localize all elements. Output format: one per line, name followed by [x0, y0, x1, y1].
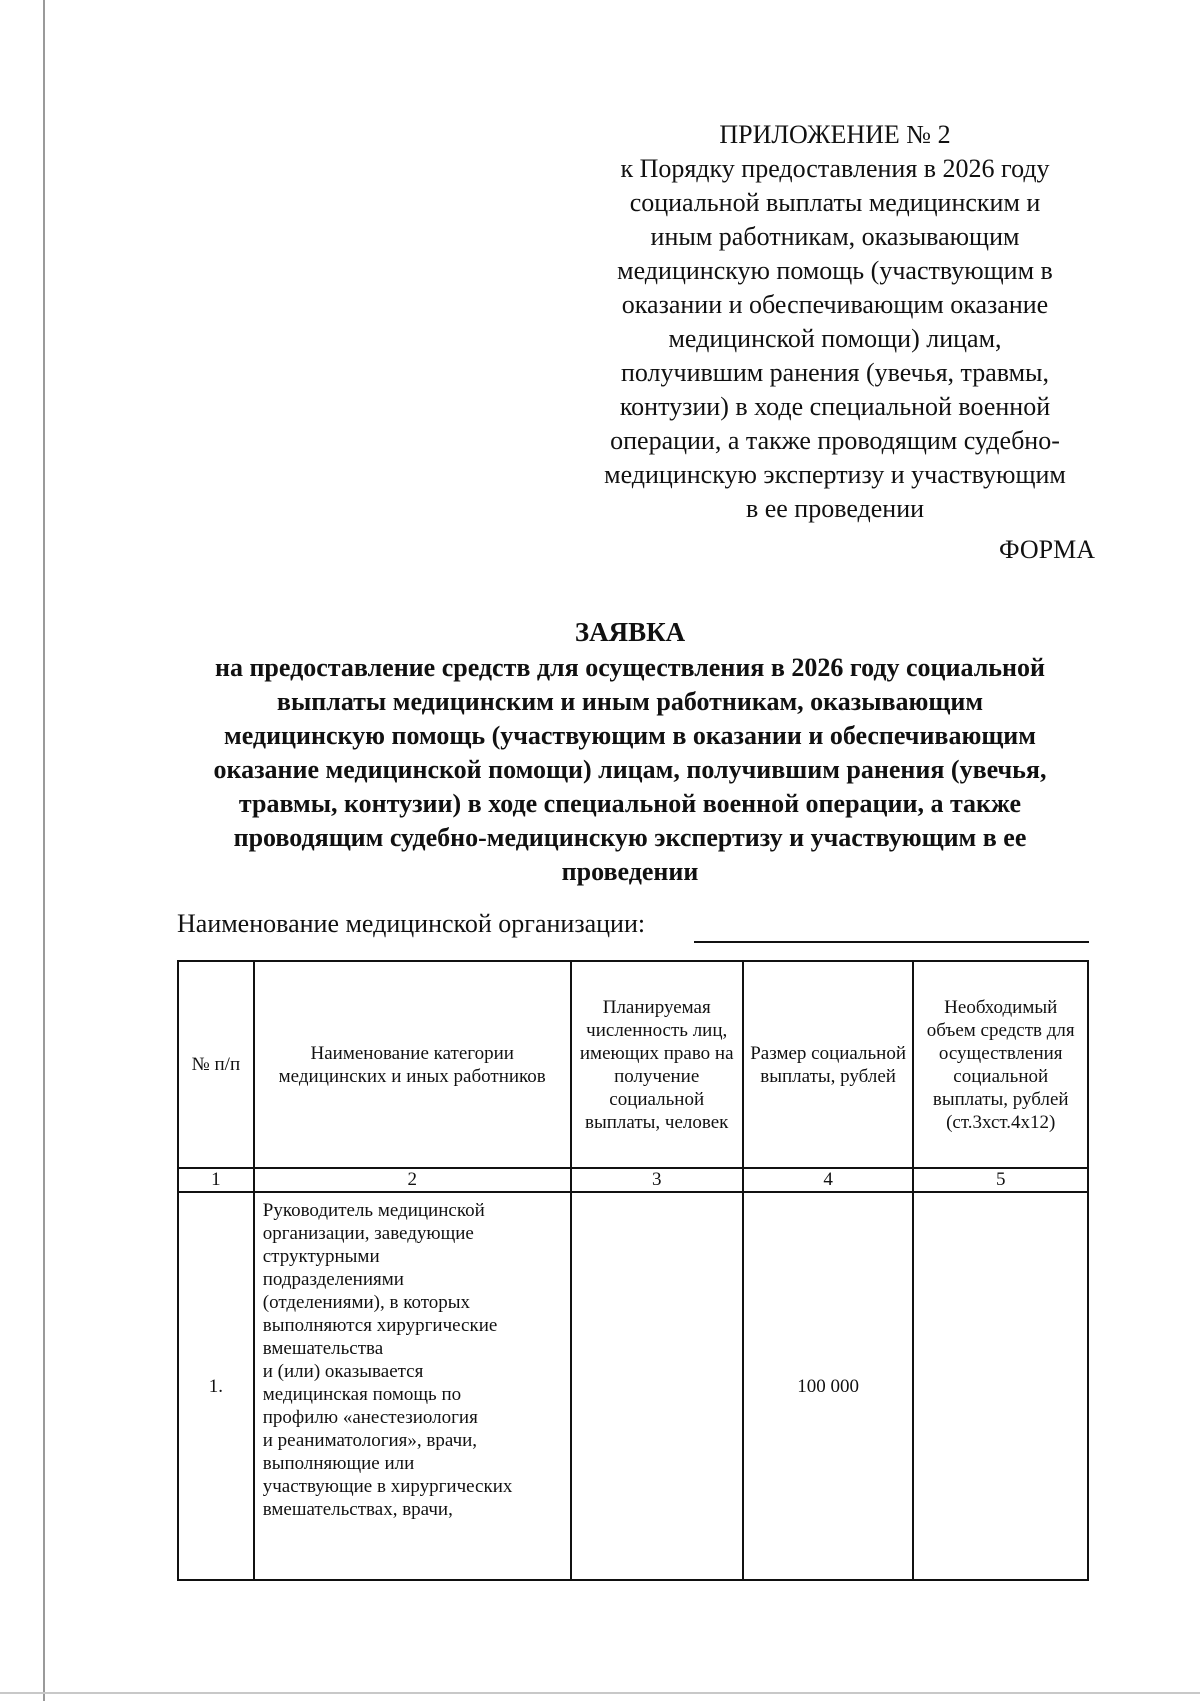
org-name-label: Наименование медицинской организации:	[177, 909, 646, 938]
column-number-cell: 3	[571, 1168, 743, 1192]
category-line: подразделениями	[262, 1269, 404, 1290]
appendix-line: оказании и обеспечивающим оказание	[621, 290, 1049, 319]
table-row	[178, 1192, 1088, 1580]
header-cell-payment-size: Размер социальной выплаты, рублей	[743, 961, 914, 1168]
appendix-line: получившим ранения (увечья, травмы,	[620, 358, 1050, 387]
subtitle-line: проведении	[561, 857, 699, 886]
row-required-amount-cell[interactable]	[913, 1192, 1088, 1580]
scan-edge-left	[43, 0, 45, 1701]
category-line: структурными	[262, 1246, 380, 1267]
category-line: выполняются хирургические	[262, 1315, 498, 1336]
appendix-line: социальной выплаты медицинским и	[629, 188, 1041, 217]
subtitle-line: выплаты медицинским и иным работникам, оказывающим	[276, 687, 984, 716]
column-number-cell: 1	[178, 1168, 254, 1192]
appendix-line: к Порядку предоставления в 2026 году	[620, 154, 1050, 183]
header-cell-category: Наименование категории медицинских и иных работников	[254, 961, 571, 1168]
subtitle-line: медицинскую помощь (участвующим в оказании и обеспечивающим	[224, 721, 1036, 750]
category-line: (отделениями), в которых	[262, 1292, 471, 1313]
appendix-line: медицинской помощи) лицам,	[668, 324, 1002, 353]
column-number-cell: 4	[743, 1168, 914, 1192]
column-number-cell: 5	[913, 1168, 1088, 1192]
appendix-line: медицинскую помощь (участвующим в	[617, 256, 1053, 285]
category-line: Руководитель медицинской	[262, 1200, 485, 1221]
table-header-row	[178, 961, 1088, 1168]
category-line: организации, заведующие	[262, 1223, 474, 1244]
category-line: участвующие в хирургических	[262, 1476, 513, 1497]
appendix-line: операции, а также проводящим судебно-	[610, 426, 1060, 455]
form-label: ФОРМА	[999, 535, 1095, 564]
row-category-cell	[254, 1192, 571, 1580]
subtitle-line: проводящим судебно-медицинскую экспертизу и участвующим в ее	[233, 823, 1027, 852]
row-payment-size-cell: 100 000	[743, 1192, 914, 1580]
appendix-block	[565, 118, 1105, 526]
appendix-title: ПРИЛОЖЕНИЕ № 2	[719, 120, 951, 149]
appendix-line: в ее проведении	[745, 494, 925, 523]
appendix-line: медицинскую экспертизу и участвующим	[604, 460, 1066, 489]
document-title: ЗАЯВКА	[574, 617, 686, 647]
category-line: и реаниматология», врачи,	[262, 1430, 478, 1451]
category-line: профилю «анестезиология	[262, 1407, 478, 1428]
category-line: и (или) оказывается	[262, 1361, 424, 1382]
appendix-line: контузии) в ходе специальной военной	[619, 392, 1051, 421]
scan-edge-bottom	[0, 1692, 1200, 1694]
column-number-row	[178, 1168, 1088, 1192]
header-cell-required-amount: Необходимый объем средств для осуществления социальной выплаты, рублей (ст.3хст.4х12)	[913, 961, 1088, 1168]
category-line: вмешательства	[262, 1338, 384, 1359]
subtitle-line: на предоставление средств для осуществления в 2026 году социальной	[214, 653, 1046, 682]
header-cell-planned-count: Планируемая численность лиц, имеющих право на получение социальной выплаты, человек	[571, 961, 743, 1168]
appendix-line: иным работникам, оказывающим	[650, 222, 1020, 251]
org-name-field[interactable]	[694, 941, 1089, 943]
category-line: выполняющие или	[262, 1453, 415, 1474]
row-planned-count-cell[interactable]	[571, 1192, 743, 1580]
category-line: медицинская помощь по	[262, 1384, 462, 1405]
document-subtitle	[150, 651, 1110, 889]
category-line: вмешательствах, врачи,	[262, 1499, 453, 1520]
header-cell-number: № п/п	[178, 961, 254, 1168]
application-table	[177, 960, 1089, 1581]
row-number-cell: 1.	[178, 1192, 254, 1580]
column-number-cell: 2	[254, 1168, 571, 1192]
subtitle-line: травмы, контузии) в ходе специальной военной операции, а также	[238, 789, 1022, 818]
subtitle-line: оказание медицинской помощи) лицам, получившим ранения (увечья,	[213, 755, 1047, 784]
